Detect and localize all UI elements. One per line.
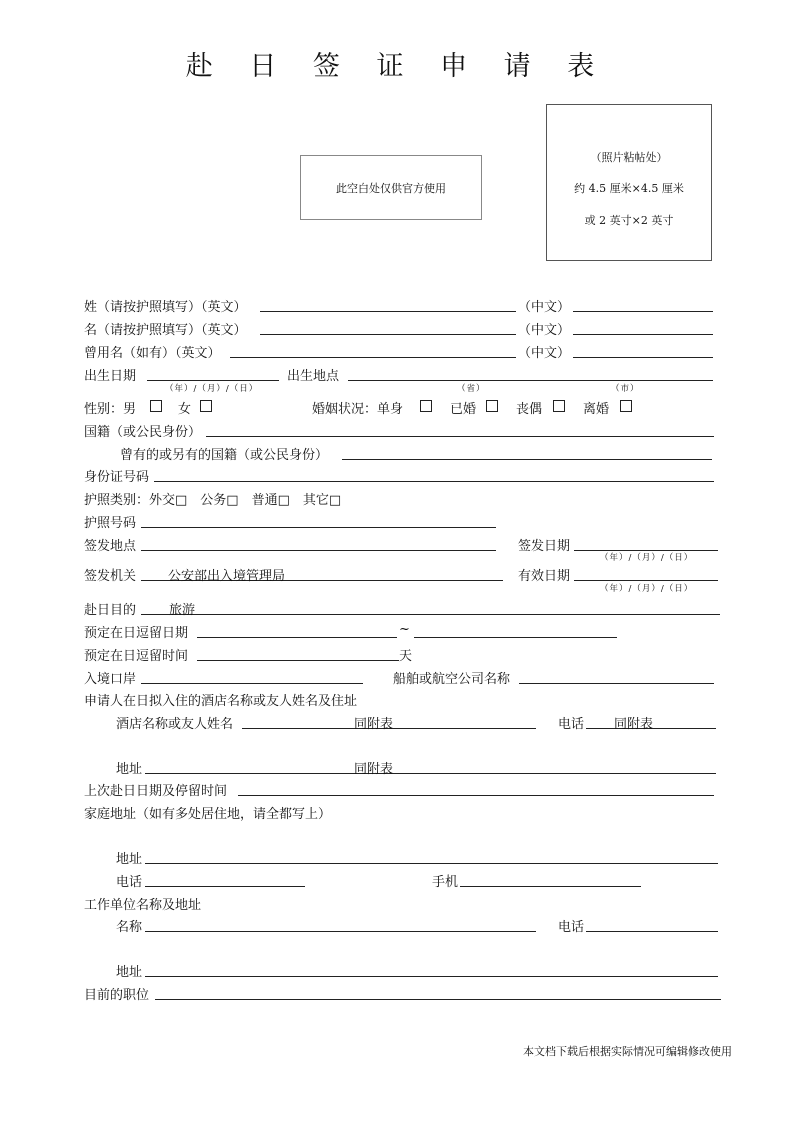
id-number-field[interactable] bbox=[154, 481, 714, 482]
former-name-label: 曾用名（如有）（英文） bbox=[84, 346, 221, 361]
id-number-label: 身份证号码 bbox=[84, 470, 150, 485]
mobile-label: 手机 bbox=[432, 875, 459, 890]
photo-box bbox=[546, 104, 712, 261]
home-address-field[interactable] bbox=[145, 863, 718, 864]
issuer-value: 公安部出入境管理局 bbox=[168, 569, 286, 584]
sex-label: 性别：男 bbox=[84, 402, 137, 417]
employer-address-label: 地址 bbox=[116, 965, 143, 980]
hotel-phone-label: 电话 bbox=[558, 717, 585, 732]
footer-note: 本文档下载后根据实际情况可编辑修改使用 bbox=[523, 1045, 732, 1058]
home-phone-label: 电话 bbox=[116, 875, 143, 890]
planned-date-from-field[interactable] bbox=[197, 637, 397, 638]
issue-date-hint: （年）/（月）/（日） bbox=[600, 553, 694, 563]
city-hint: （市） bbox=[611, 384, 640, 394]
expiry-hint: （年）/（月）/（日） bbox=[600, 584, 694, 594]
former-nationality-field[interactable] bbox=[342, 459, 712, 460]
marital-widowed-label: 丧偶 bbox=[516, 402, 543, 417]
planned-date-label: 预定在日逗留日期 bbox=[84, 626, 189, 641]
hotel-name-label: 酒店名称或友人姓名 bbox=[116, 717, 234, 732]
sex-female-label: 女 bbox=[178, 402, 192, 417]
hotel-phone-value: 同附表 bbox=[614, 717, 654, 732]
hotel-heading: 申请人在日拟入住的酒店名称或友人姓名及住址 bbox=[84, 694, 358, 709]
position-label: 目前的职位 bbox=[84, 988, 150, 1003]
issue-place-field[interactable] bbox=[141, 550, 496, 551]
planned-duration-label: 预定在日逗留时间 bbox=[84, 649, 189, 664]
photo-box-line1: （照片粘帖处） bbox=[590, 151, 668, 164]
marital-divorced-label: 离婚 bbox=[583, 402, 610, 417]
hotel-address-field[interactable] bbox=[145, 773, 716, 774]
last-visit-label: 上次赴日日期及停留时间 bbox=[84, 784, 228, 799]
dob-label: 出生日期 bbox=[84, 369, 137, 384]
birthplace-label: 出生地点 bbox=[287, 369, 340, 384]
birthplace-field[interactable] bbox=[348, 380, 713, 381]
planned-date-to-field[interactable] bbox=[414, 637, 617, 638]
employer-phone-field[interactable] bbox=[586, 931, 718, 932]
surname-chinese-label: （中文） bbox=[518, 300, 571, 315]
expiry-field[interactable] bbox=[574, 580, 718, 581]
sex-female-checkbox[interactable] bbox=[200, 400, 212, 412]
employer-phone-label: 电话 bbox=[558, 920, 585, 935]
expiry-label: 有效日期 bbox=[518, 569, 571, 584]
photo-box-line2: 约 4.5 厘米×4.5 厘米 bbox=[574, 182, 684, 195]
hotel-address-value: 同附表 bbox=[354, 762, 394, 777]
home-phone-field[interactable] bbox=[145, 886, 305, 887]
former-nationality-label: 曾有的或另有的国籍（或公民身份） bbox=[120, 448, 329, 463]
planned-date-tilde: ~ bbox=[399, 622, 410, 637]
passport-number-field[interactable] bbox=[141, 527, 496, 528]
carrier-field[interactable] bbox=[519, 683, 714, 684]
surname-label: 姓（请按护照填写）（英文） bbox=[84, 300, 247, 315]
employer-heading: 工作单位名称及地址 bbox=[84, 898, 202, 913]
marital-label: 婚姻状况：单身 bbox=[312, 402, 404, 417]
marital-widowed-checkbox[interactable] bbox=[553, 400, 565, 412]
issue-place-label: 签发地点 bbox=[84, 539, 137, 554]
planned-duration-field[interactable] bbox=[197, 660, 399, 661]
last-visit-field[interactable] bbox=[238, 795, 714, 796]
passport-number-label: 护照号码 bbox=[84, 516, 137, 531]
former-name-chinese-field[interactable] bbox=[573, 357, 713, 358]
surname-chinese-field[interactable] bbox=[573, 311, 713, 312]
employer-name-field[interactable] bbox=[145, 931, 536, 932]
port-field[interactable] bbox=[141, 683, 363, 684]
province-hint: （省） bbox=[457, 384, 486, 394]
given-name-chinese-label: （中文） bbox=[518, 323, 571, 338]
marital-divorced-checkbox[interactable] bbox=[620, 400, 632, 412]
position-field[interactable] bbox=[155, 999, 721, 1000]
dob-hint: （年）/（月）/（日） bbox=[165, 384, 259, 394]
home-address-label: 地址 bbox=[116, 852, 143, 867]
page-title: 赴 日 签 证 申 请 表 bbox=[185, 51, 609, 82]
marital-single-checkbox[interactable] bbox=[420, 400, 432, 412]
dob-field[interactable] bbox=[147, 380, 279, 381]
purpose-value: 旅游 bbox=[169, 603, 196, 618]
hotel-name-value: 同附表 bbox=[354, 717, 394, 732]
home-address-heading: 家庭地址（如有多处居住地，请全都写上） bbox=[84, 807, 332, 822]
given-name-label: 名（请按护照填写）（英文） bbox=[84, 323, 247, 338]
issue-date-label: 签发日期 bbox=[518, 539, 571, 554]
passport-type-label[interactable]: 护照类别：外交□ 公务□ 普通□ 其它□ bbox=[84, 493, 342, 508]
photo-box-line3: 或 2 英寸×2 英寸 bbox=[584, 214, 674, 227]
official-use-box bbox=[300, 155, 482, 220]
nationality-label: 国籍（或公民身份） bbox=[84, 425, 202, 440]
mobile-field[interactable] bbox=[460, 886, 641, 887]
days-label: 天 bbox=[399, 649, 413, 664]
marital-married-label: 已婚 bbox=[450, 402, 477, 417]
surname-english-field[interactable] bbox=[260, 311, 516, 312]
port-label: 入境口岸 bbox=[84, 672, 137, 687]
official-use-label: 此空白处仅供官方使用 bbox=[336, 181, 446, 195]
employer-address-field[interactable] bbox=[145, 976, 718, 977]
given-name-english-field[interactable] bbox=[260, 334, 516, 335]
hotel-address-label: 地址 bbox=[116, 762, 143, 777]
carrier-label: 船舶或航空公司名称 bbox=[393, 672, 511, 687]
nationality-field[interactable] bbox=[206, 436, 714, 437]
former-name-english-field[interactable] bbox=[230, 357, 516, 358]
employer-name-label: 名称 bbox=[116, 920, 143, 935]
purpose-label: 赴日目的 bbox=[84, 603, 137, 618]
former-name-chinese-label: （中文） bbox=[518, 346, 571, 361]
given-name-chinese-field[interactable] bbox=[573, 334, 713, 335]
sex-male-checkbox[interactable] bbox=[150, 400, 162, 412]
purpose-field[interactable] bbox=[141, 614, 720, 615]
issuer-label: 签发机关 bbox=[84, 569, 137, 584]
marital-married-checkbox[interactable] bbox=[486, 400, 498, 412]
